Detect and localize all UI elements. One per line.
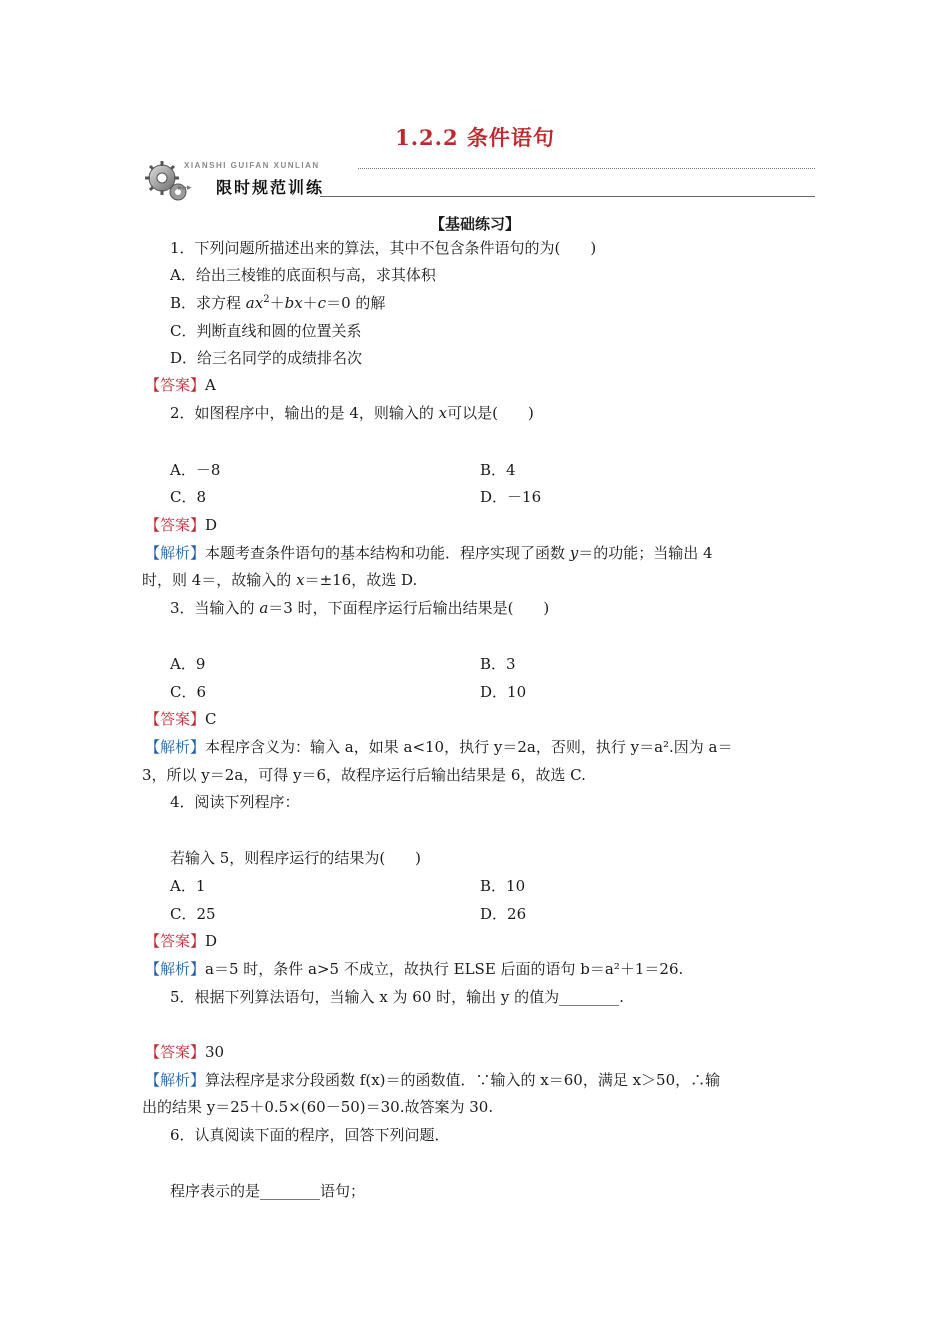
q3-option-b: B．3 — [480, 655, 516, 673]
banner-title: 限时规范训练 — [216, 178, 325, 197]
q4-answer: 【答案】D — [145, 932, 218, 950]
banner-divider — [320, 196, 815, 197]
page-title: 1.2.2 条件语句 — [395, 125, 555, 150]
q4-option-b: B．10 — [480, 877, 526, 895]
q2-option-c: C．8 — [170, 488, 207, 506]
q1-option-a: A．给出三棱锥的底面积与高，求其体积 — [170, 266, 436, 284]
q5-analysis-line1: 【解析】算法程序是求分段函数 f(x)＝的函数值．∵输入的 x＝60，满足 x＞50，∴输 — [145, 1071, 721, 1089]
q1-option-c: C．判断直线和圆的位置关系 — [170, 322, 362, 340]
q3-stem: 3．当输入的 a＝3 时，下面程序运行后输出结果是( ) — [170, 599, 550, 617]
q4-analysis: 【解析】a＝5 时，条件 a>5 不成立，故执行 ELSE 后面的语句 b＝a²＋1＝26. — [145, 960, 684, 978]
q4-option-c: C．25 — [170, 905, 216, 923]
q5-stem: 5．根据下列算法语句，当输入 x 为 60 时，输出 y 的值为________. — [170, 988, 624, 1006]
q5-answer: 【答案】30 — [145, 1043, 225, 1061]
q3-option-a: A．9 — [170, 655, 206, 673]
q2-option-a: A．－8 — [170, 461, 221, 479]
q6-stem: 6．认真阅读下面的程序，回答下列问题． — [170, 1126, 450, 1144]
q2-analysis-line1: 【解析】本题考查条件语句的基本结构和功能．程序实现了函数 y＝的功能；当输出 4 — [145, 544, 713, 562]
q3-option-c: C．6 — [170, 683, 207, 701]
section-banner — [140, 156, 815, 206]
q1-stem: 1．下列问题所描述出来的算法，其中不包含条件语句的为( ) — [170, 239, 597, 257]
q2-stem: 2．如图程序中，输出的是 4，则输入的 x可以是( ) — [170, 404, 534, 422]
q4-option-d: D．26 — [480, 905, 527, 923]
q3-option-d: D．10 — [480, 683, 527, 701]
q1-option-d: D．给三名同学的成绩排名次 — [170, 349, 363, 367]
banner-dotted-line — [358, 168, 815, 169]
q1-answer: 【答案】A — [145, 376, 216, 394]
q2-option-b: B．4 — [480, 461, 516, 479]
q4-stem: 4．阅读下列程序： — [170, 793, 300, 811]
arrow-icon: ▸▸▸ — [178, 183, 192, 193]
q2-answer: 【答案】D — [145, 516, 218, 534]
section-heading: 【基础练习】 — [429, 215, 520, 233]
q5-analysis-line2: 出的结果 y＝25＋0.5×(60－50)＝30.故答案为 30. — [142, 1098, 494, 1116]
q3-analysis-line2: 3，所以 y＝2a，可得 y＝6，故程序运行后输出结果是 6，故选 C. — [142, 766, 586, 784]
q4-option-a: A．1 — [170, 877, 206, 895]
banner-subtitle: XIANSHI GUIFAN XUNLIAN — [184, 161, 320, 170]
q3-analysis-line1: 【解析】本程序含义为：输入 a，如果 a<10，执行 y＝2a，否则，执行 y＝a².因为 a＝ — [145, 738, 733, 756]
q2-analysis-line2: 时，则 4＝，故输入的 x＝±16，故选 D. — [142, 571, 418, 589]
q3-answer: 【答案】C — [145, 710, 217, 728]
q4-subquestion: 若输入 5，则程序运行的结果为( ) — [170, 849, 422, 867]
q2-option-d: D．－16 — [480, 488, 542, 506]
q6-subquestion: 程序表示的是________语句； — [170, 1182, 366, 1200]
q1-option-b: B．求方程 $ax^2+bx+c=0$ 的解 — [170, 294, 386, 312]
